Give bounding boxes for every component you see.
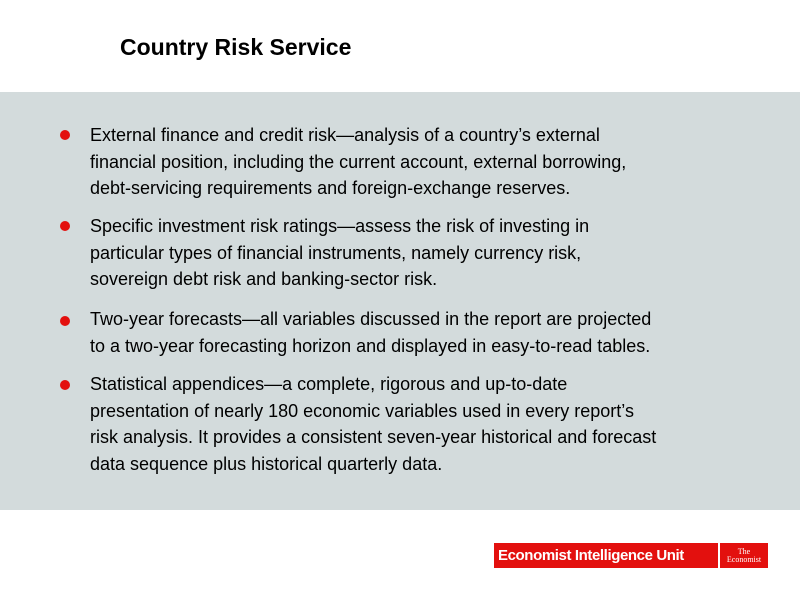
bullet-text: Two-year forecasts—all variables discussed in the report are projected to a two-year forecasting horizon and displayed in easy-to-read tables.	[90, 309, 652, 356]
logo-bar	[494, 543, 768, 568]
economist-logo-line1: The	[737, 546, 751, 556]
bullet-dot-icon	[60, 316, 70, 326]
page-title: Country Risk Service	[120, 34, 352, 60]
bullet-dot-icon	[60, 380, 70, 390]
economist-logo-line2: Economist	[726, 554, 762, 564]
bullet-text: Specific investment risk ratings—assess the risk of investing in particular types of financial instruments, namely currency risk, sovereign debt risk and banking-sector risk.	[90, 216, 590, 289]
bullet-dot-icon	[60, 130, 70, 140]
economist-logo	[720, 543, 768, 568]
bullet-text: External finance and credit risk—analysis of a country’s external financial position, including the current account, external borrowing, debt-servicing requirements and foreign-exchange reserves.	[90, 125, 627, 198]
bullet-text: Statistical appendices—a complete, rigorous and up-to-date presentation of nearly 180 economic variables used in every report’s risk analysis. It provides a consistent seven-year historical and forecast data sequence plus historical quarterly data.	[90, 374, 657, 474]
content-panel	[0, 92, 800, 510]
bullet-dot-icon	[60, 221, 70, 231]
eiu-logo: Economist Intelligence Unit	[494, 543, 718, 568]
